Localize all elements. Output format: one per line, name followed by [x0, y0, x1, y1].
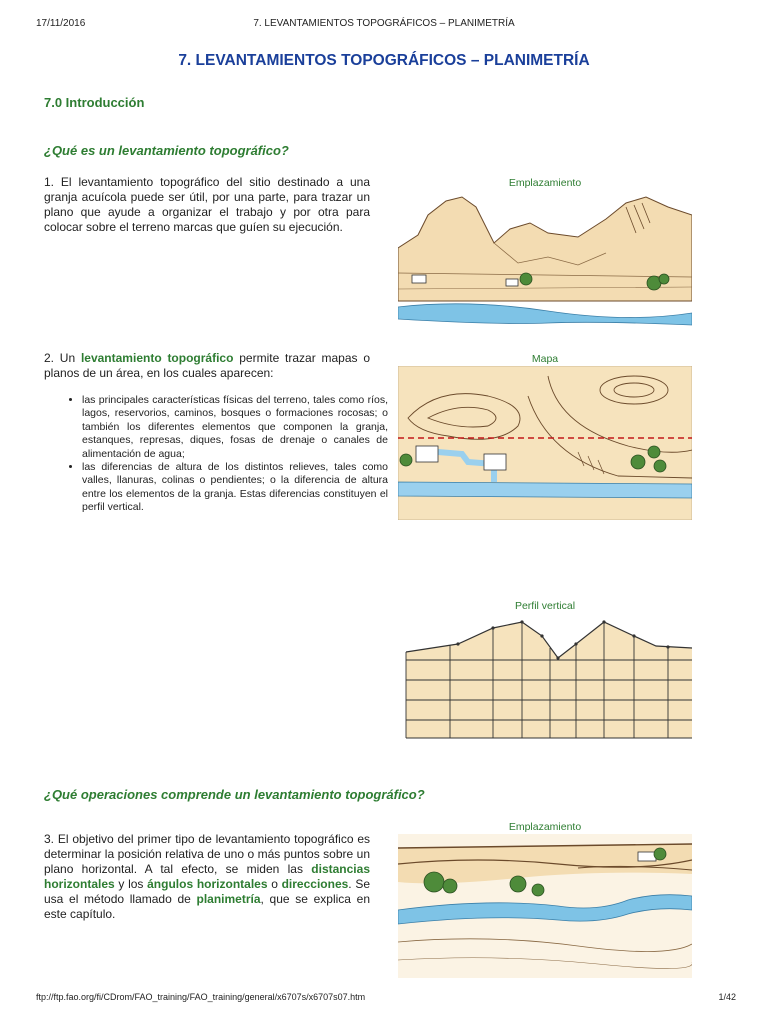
landscape-illustration	[398, 193, 692, 335]
section-heading: 7.0 Introducción	[44, 95, 145, 110]
page-title: 7. LEVANTAMIENTOS TOPOGRÁFICOS – PLANIMETRÍA	[178, 52, 590, 69]
term-planimetria: planimetría	[196, 892, 261, 906]
feature-list	[66, 394, 388, 515]
question-heading-2: ¿Qué operaciones comprende un levantamiento topográfico?	[44, 787, 425, 802]
profile-illustration	[398, 614, 692, 744]
site-illustration	[398, 834, 692, 978]
paragraph-3-text: , que se explica en este capítulo.	[44, 892, 370, 921]
term-direcciones: direcciones	[281, 877, 349, 891]
paragraph-3-text: . Se usa el método llamado de	[44, 877, 371, 906]
question-heading-1: ¿Qué es un levantamiento topográfico?	[44, 143, 289, 158]
paragraph-3	[44, 832, 370, 922]
list-item: • las diferencias de altura de los distintos relieves, tales como valles, llanuras, colinas o pendientes; o la diferencia de altura entre los elementos de la granja. Estas diferencias constituyen el perfil vertical.	[82, 461, 388, 515]
paragraph-1: 1. El levantamiento topográfico del sitio destinado a una granja acuícola puede ser útil, por una parte, para trazar un plano que ayude a organizar el trabajo y por otra para colocar sobre el terreno marcas que guíen su ejecución.	[44, 175, 370, 234]
figure-3-caption: Perfil vertical	[514, 600, 576, 612]
figure-1-caption: Emplazamiento	[508, 177, 582, 189]
header-title: 7. LEVANTAMIENTOS TOPOGRÁFICOS – PLANIMETRÍA	[253, 18, 515, 29]
footer-url[interactable]: ftp://ftp.fao.org/fi/CDrom/FAO_training/FAO_training/general/x6707s/x6707s07.htm	[36, 992, 366, 1002]
paragraph-2	[44, 351, 370, 381]
paragraph-3-text: o	[267, 877, 282, 891]
list-item: • las principales características físicas del terreno, tales como ríos, lagos, reservorios, caminos, bosques o formaciones rocosas; o también los diferentes elementos que componen la granja, estanques, represas, diques, fosas de drenaje o canales de alimentación de agua;	[82, 394, 388, 461]
term-distancias: distancias horizontales	[44, 862, 370, 891]
figure-4-caption: Emplazamiento	[508, 821, 582, 833]
paragraph-3-text: y los	[114, 877, 148, 891]
map-illustration	[398, 366, 692, 520]
term-angulos: ángulos horizontales	[147, 877, 268, 891]
paragraph-3-text: 3. El objetivo del primer tipo de levantamiento topográfico es determinar la posición relativa de uno o más puntos sobre un plano horizontal. A tal efecto, se miden las	[44, 832, 370, 876]
footer-page-number: 1/42	[718, 992, 736, 1002]
header-date: 17/11/2016	[36, 18, 86, 29]
figure-2-caption: Mapa	[531, 353, 559, 365]
paragraph-2-pre: 2. Un	[44, 351, 81, 365]
term-levantamiento: levantamiento topográfico	[80, 351, 234, 365]
paragraph-2-post: permite trazar mapas o planos de un área, en los cuales aparecen:	[44, 351, 371, 380]
